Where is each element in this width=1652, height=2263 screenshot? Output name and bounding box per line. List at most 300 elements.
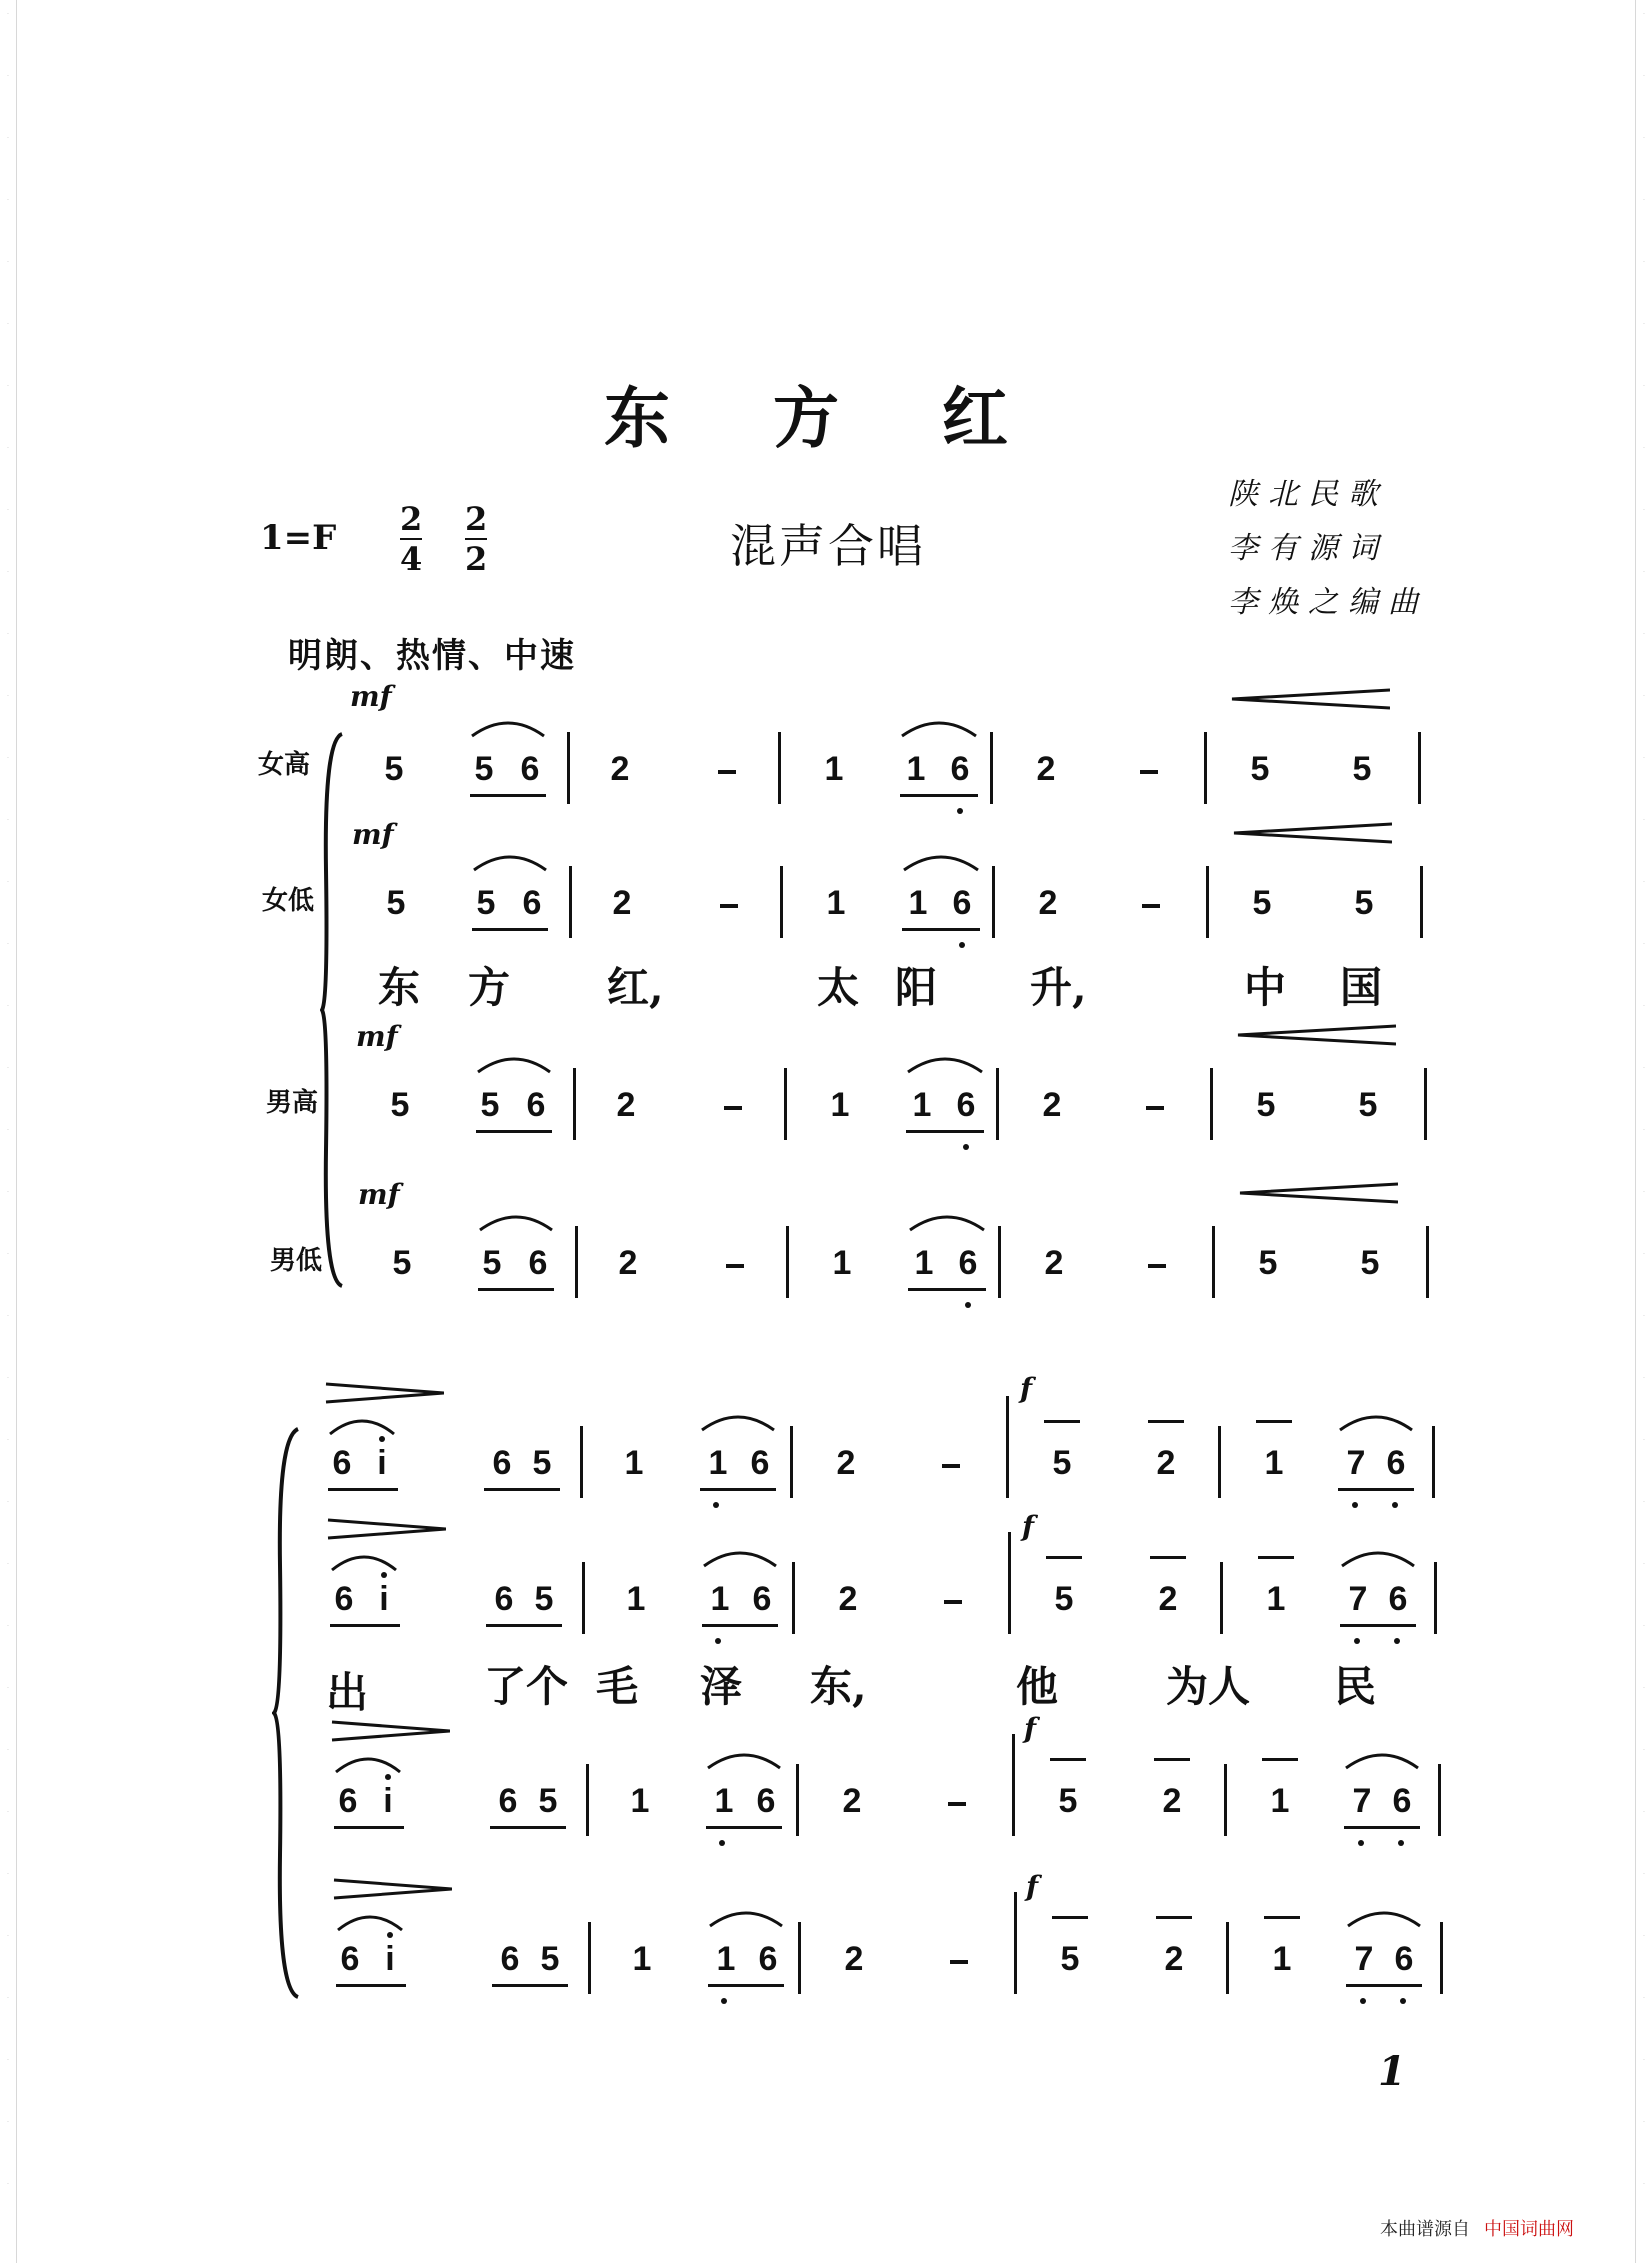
tempo-marking: 明朗、热情、中速	[288, 636, 576, 676]
underline	[478, 1288, 554, 1291]
underline	[476, 1130, 552, 1133]
note: 1	[906, 750, 926, 788]
overline	[1044, 1420, 1080, 1423]
dynamic-mf-3: mf	[356, 1020, 398, 1053]
watermark-glyph: ·	[6, 1622, 10, 1630]
watermark-glyph: ·	[1642, 754, 1646, 762]
note: 5	[538, 1782, 558, 1820]
watermark-glyph: ·	[6, 1994, 10, 2002]
watermark-glyph: ·	[1642, 1994, 1646, 2002]
watermark-glyph: ·	[6, 1312, 10, 1320]
watermark-glyph: ·	[1642, 1560, 1646, 1568]
barline	[780, 866, 783, 938]
low-dot	[959, 942, 965, 948]
note: 2	[1042, 1086, 1062, 1124]
barline	[1204, 732, 1207, 804]
note: 5	[476, 884, 496, 922]
low-dot	[1394, 1638, 1400, 1644]
note: 1	[710, 1580, 730, 1618]
underline	[708, 1984, 784, 1987]
watermark-glyph: ·	[1642, 1250, 1646, 1258]
watermark-glyph: ·	[1642, 506, 1646, 514]
note: 5	[532, 1444, 552, 1482]
dash	[1140, 770, 1158, 774]
barline	[1438, 1764, 1441, 1836]
watermark-glyph: ·	[6, 1250, 10, 1258]
time-signature-1: 2 4	[400, 500, 423, 578]
dash	[1148, 1264, 1166, 1268]
watermark-glyph: ·	[1642, 1746, 1646, 1754]
note: 1	[624, 1444, 644, 1482]
watermark-glyph: ·	[1642, 320, 1646, 328]
crescendo-hairpin	[1232, 822, 1392, 844]
note: 5	[1252, 884, 1272, 922]
note: 1	[1266, 1580, 1286, 1618]
song-title: 东 方 红	[604, 379, 1048, 457]
voice-label-alto: 女低	[262, 886, 315, 916]
barline	[992, 866, 995, 938]
overline	[1150, 1556, 1186, 1559]
watermark-glyph: ·	[1642, 1870, 1646, 1878]
lyric-1-6: 升,	[1030, 963, 1087, 1012]
note: 1	[914, 1244, 934, 1282]
note: 6	[338, 1782, 358, 1820]
slur	[902, 850, 980, 872]
note: 2	[1164, 1940, 1184, 1978]
dash	[718, 770, 736, 774]
note: 2	[1036, 750, 1056, 788]
slur	[1340, 1546, 1416, 1568]
watermark-glyph: ·	[6, 568, 10, 576]
slur	[472, 850, 548, 872]
overline	[1262, 1758, 1298, 1761]
lyric-1-5: 阳	[895, 963, 938, 1012]
high-dot	[379, 1436, 385, 1442]
watermark-glyph: ·	[1642, 816, 1646, 824]
dynamic-f-4: f	[1026, 1870, 1039, 1903]
note: 2	[838, 1580, 858, 1618]
note: 6	[1388, 1580, 1408, 1618]
underline	[490, 1826, 566, 1829]
barline	[567, 732, 570, 804]
underline	[906, 1130, 984, 1133]
barline	[1432, 1426, 1435, 1498]
watermark-glyph: ·	[1642, 1498, 1646, 1506]
note: 6	[500, 1940, 520, 1978]
low-dot	[1354, 1638, 1360, 1644]
high-dot	[381, 1572, 387, 1578]
decrescendo-hairpin	[332, 1878, 452, 1900]
voice-label-bass: 男低	[270, 1246, 323, 1276]
underline	[328, 1488, 398, 1491]
note: i	[377, 1444, 387, 1482]
low-dot	[963, 1144, 969, 1150]
note: 6	[522, 884, 542, 922]
note: 1	[632, 1940, 652, 1978]
barline	[1006, 1396, 1009, 1498]
underline	[702, 1624, 778, 1627]
system-1-brace	[320, 730, 350, 1290]
barline	[990, 732, 993, 804]
note: 5	[384, 750, 404, 788]
barline	[1220, 1562, 1223, 1634]
watermark-glyph: ·	[1642, 2180, 1646, 2188]
watermark-glyph: ·	[6, 878, 10, 886]
barline	[586, 1764, 589, 1836]
lyric-1-4: 太	[817, 963, 860, 1012]
underline	[334, 1826, 404, 1829]
note: 6	[528, 1244, 548, 1282]
watermark-glyph: ·	[6, 1188, 10, 1196]
watermark-glyph: ·	[1642, 1622, 1646, 1630]
watermark-glyph: ·	[6, 1374, 10, 1382]
crescendo-hairpin	[1230, 688, 1390, 710]
underline	[336, 1984, 406, 1987]
underline	[900, 794, 978, 797]
note: 1	[626, 1580, 646, 1618]
barline	[1440, 1922, 1443, 1994]
watermark-glyph: ·	[6, 506, 10, 514]
low-dot	[1360, 1998, 1366, 2004]
note: 2	[1156, 1444, 1176, 1482]
barline	[790, 1426, 793, 1498]
note: 1	[908, 884, 928, 922]
note: 6	[520, 750, 540, 788]
low-dot	[1358, 1840, 1364, 1846]
underline	[330, 1624, 400, 1627]
low-dot	[957, 808, 963, 814]
decrescendo-hairpin	[330, 1720, 450, 1742]
barline	[582, 1562, 585, 1634]
watermark-glyph: ·	[6, 2118, 10, 2126]
barline	[786, 1226, 789, 1298]
overline	[1264, 1916, 1300, 1919]
lyric-2-3: 毛	[596, 1662, 639, 1711]
note: 1	[630, 1782, 650, 1820]
low-dot	[1398, 1840, 1404, 1846]
high-dot	[387, 1932, 393, 1938]
slur	[328, 1414, 396, 1436]
slur	[906, 1052, 984, 1074]
lyric-2-6: 他	[1016, 1662, 1059, 1711]
note: 6	[758, 1940, 778, 1978]
note: 5	[1258, 1244, 1278, 1282]
note: 2	[844, 1940, 864, 1978]
note: 5	[1052, 1444, 1072, 1482]
note: 2	[616, 1086, 636, 1124]
dash	[948, 1802, 966, 1806]
watermark-glyph: ·	[1642, 382, 1646, 390]
watermark-glyph: ·	[1642, 1374, 1646, 1382]
slur	[708, 1906, 784, 1928]
overline	[1050, 1758, 1086, 1761]
watermark-glyph: ·	[1642, 72, 1646, 80]
slur	[470, 716, 546, 738]
footer	[1380, 2215, 1574, 2241]
barline	[1424, 1068, 1427, 1140]
voice-label-tenor: 男高	[266, 1088, 319, 1118]
note: 7	[1354, 1940, 1374, 1978]
overline	[1148, 1420, 1184, 1423]
barline	[778, 732, 781, 804]
underline	[908, 1288, 986, 1291]
note: 6	[340, 1940, 360, 1978]
dash	[950, 1960, 968, 1964]
low-dot	[965, 1302, 971, 1308]
crescendo-hairpin	[1236, 1024, 1396, 1046]
note: 6	[750, 1444, 770, 1482]
note: 1	[912, 1086, 932, 1124]
note: 5	[534, 1580, 554, 1618]
underline	[902, 928, 980, 931]
watermark-glyph: ·	[1642, 692, 1646, 700]
watermark-glyph: ·	[6, 1064, 10, 1072]
dash	[1146, 1106, 1164, 1110]
footer-site-link[interactable]: 中国词曲网	[1484, 2219, 1574, 2240]
decrescendo-hairpin	[324, 1382, 444, 1404]
low-dot	[713, 1502, 719, 1508]
watermark-glyph: ·	[1642, 1932, 1646, 1940]
underline	[472, 928, 548, 931]
barline	[1212, 1226, 1215, 1298]
note: 2	[1162, 1782, 1182, 1820]
lyric-2-1: 出	[326, 1668, 369, 1717]
watermark-glyph: ·	[6, 10, 10, 18]
overline	[1052, 1916, 1088, 1919]
barline	[998, 1226, 1001, 1298]
barline	[1012, 1734, 1015, 1836]
subtitle: 混声合唱	[730, 519, 926, 573]
watermark-glyph: ·	[1642, 2118, 1646, 2126]
note: 6	[334, 1580, 354, 1618]
note: i	[379, 1580, 389, 1618]
underline	[1338, 1488, 1414, 1491]
lyric-1-2: 方	[468, 963, 511, 1012]
note: 6	[950, 750, 970, 788]
lyric-1-8: 国	[1340, 963, 1383, 1012]
note: 6	[332, 1444, 352, 1482]
left-margin-strip	[0, 0, 17, 2263]
lyric-2-4: 泽	[700, 1662, 743, 1711]
barline	[588, 1922, 591, 1994]
note: 7	[1348, 1580, 1368, 1618]
watermark-glyph: ·	[1642, 878, 1646, 886]
key-signature: 1=F	[260, 518, 337, 558]
watermark-glyph: ·	[1642, 1188, 1646, 1196]
barline	[1008, 1532, 1011, 1634]
overline	[1154, 1758, 1190, 1761]
dash	[724, 1106, 742, 1110]
note: 5	[1360, 1244, 1380, 1282]
watermark-glyph: ·	[1642, 258, 1646, 266]
note: i	[383, 1782, 393, 1820]
watermark-glyph: ·	[1642, 568, 1646, 576]
watermark-glyph: ·	[6, 1498, 10, 1506]
slur	[706, 1748, 782, 1770]
barline	[575, 1226, 578, 1298]
watermark-glyph: ·	[6, 754, 10, 762]
dynamic-mf-1: mf	[350, 680, 392, 713]
watermark-glyph: ·	[6, 258, 10, 266]
lyric-2-5: 东,	[810, 1662, 867, 1711]
watermark-glyph: ·	[1642, 444, 1646, 452]
underline	[1346, 1984, 1422, 1987]
decrescendo-hairpin	[326, 1518, 446, 1540]
low-dot	[715, 1638, 721, 1644]
barline	[996, 1068, 999, 1140]
underline	[486, 1624, 562, 1627]
barline	[1434, 1562, 1437, 1634]
underline	[1340, 1624, 1416, 1627]
watermark-glyph: ·	[1642, 940, 1646, 948]
dynamic-f-3: f	[1024, 1712, 1037, 1745]
note: 1	[1272, 1940, 1292, 1978]
note: 6	[494, 1580, 514, 1618]
note: 5	[540, 1940, 560, 1978]
overline	[1156, 1916, 1192, 1919]
note: 6	[956, 1086, 976, 1124]
slur	[478, 1210, 554, 1232]
watermark-glyph: ·	[6, 1746, 10, 1754]
watermark-glyph: ·	[6, 2056, 10, 2064]
watermark-glyph: ·	[6, 1002, 10, 1010]
watermark-glyph: ·	[6, 1870, 10, 1878]
lyric-1-3: 红,	[607, 963, 664, 1012]
note: i	[385, 1940, 395, 1978]
note: 6	[958, 1244, 978, 1282]
note: 1	[1270, 1782, 1290, 1820]
slur	[900, 716, 978, 738]
watermark-glyph: ·	[1642, 630, 1646, 638]
note: 5	[474, 750, 494, 788]
note: 1	[824, 750, 844, 788]
barline	[569, 866, 572, 938]
dash	[726, 1264, 744, 1268]
note: 5	[480, 1086, 500, 1124]
note: 1	[1264, 1444, 1284, 1482]
note: 5	[1054, 1580, 1074, 1618]
slur	[702, 1546, 778, 1568]
underline	[470, 794, 546, 797]
low-dot	[1392, 1502, 1398, 1508]
note: 6	[756, 1782, 776, 1820]
note: 1	[714, 1782, 734, 1820]
underline	[700, 1488, 776, 1491]
note: 2	[612, 884, 632, 922]
note: 2	[618, 1244, 638, 1282]
watermark-glyph: ·	[1642, 1126, 1646, 1134]
crescendo-hairpin	[1238, 1182, 1398, 1204]
watermark-glyph: ·	[6, 320, 10, 328]
slur	[700, 1410, 776, 1432]
credit-arranger: 李焕之编曲	[1228, 585, 1428, 620]
note: 1	[826, 884, 846, 922]
underline	[492, 1984, 568, 1987]
barline	[1418, 732, 1421, 804]
watermark-glyph: ·	[6, 2180, 10, 2188]
slur	[1346, 1906, 1422, 1928]
note: 2	[1038, 884, 1058, 922]
dynamic-f-1: f	[1020, 1372, 1033, 1405]
barline	[1206, 866, 1209, 938]
watermark-glyph: ·	[1642, 1808, 1646, 1816]
lyric-2-2: 了个	[484, 1662, 569, 1711]
page-number: 1	[1378, 2048, 1406, 2095]
low-dot	[1352, 1502, 1358, 1508]
watermark-glyph: ·	[6, 72, 10, 80]
barline	[1426, 1226, 1429, 1298]
system-2-brace	[272, 1425, 306, 2000]
note: 5	[386, 884, 406, 922]
barline	[1218, 1426, 1221, 1498]
watermark-glyph: ·	[1642, 1064, 1646, 1072]
note: 6	[1386, 1444, 1406, 1482]
note: 2	[836, 1444, 856, 1482]
watermark-glyph: ·	[6, 1808, 10, 1816]
note: 1	[830, 1086, 850, 1124]
barline	[1014, 1892, 1017, 1994]
note: 6	[498, 1782, 518, 1820]
underline	[484, 1488, 560, 1491]
barline	[798, 1922, 801, 1994]
note: 5	[390, 1086, 410, 1124]
overline	[1258, 1556, 1294, 1559]
barline	[796, 1764, 799, 1836]
watermark-glyph: ·	[1642, 10, 1646, 18]
slur	[336, 1910, 404, 1932]
note: 1	[708, 1444, 728, 1482]
slur	[334, 1752, 402, 1774]
barline	[784, 1068, 787, 1140]
note: 6	[1392, 1782, 1412, 1820]
note: 2	[842, 1782, 862, 1820]
note: 6	[752, 1580, 772, 1618]
lyric-2-7: 为人	[1166, 1662, 1251, 1711]
dash	[1142, 904, 1160, 908]
low-dot	[1400, 1998, 1406, 2004]
watermark-glyph: ·	[6, 1932, 10, 1940]
slur	[908, 1210, 986, 1232]
lyric-1-1: 东	[378, 963, 421, 1012]
voice-label-soprano: 女高	[258, 750, 311, 780]
note: 5	[1352, 750, 1372, 788]
watermark-glyph: ·	[6, 630, 10, 638]
barline	[1210, 1068, 1213, 1140]
note: 1	[716, 1940, 736, 1978]
watermark-glyph: ·	[6, 692, 10, 700]
barline	[573, 1068, 576, 1140]
high-dot	[385, 1774, 391, 1780]
dash	[944, 1600, 962, 1604]
note: 6	[1394, 1940, 1414, 1978]
low-dot	[721, 1998, 727, 2004]
slur	[1338, 1410, 1414, 1432]
watermark-glyph: ·	[1642, 196, 1646, 204]
watermark-glyph: ·	[6, 444, 10, 452]
barline	[1224, 1764, 1227, 1836]
note: 7	[1346, 1444, 1366, 1482]
note: 2	[610, 750, 630, 788]
time-signature-2: 2 2	[465, 500, 488, 578]
credit-lyricist: 李有源词	[1228, 531, 1388, 566]
watermark-glyph: ·	[6, 134, 10, 142]
dynamic-mf-2: mf	[352, 818, 394, 851]
watermark-glyph: ·	[6, 382, 10, 390]
lyric-2-8: 民	[1334, 1662, 1377, 1711]
dash	[720, 904, 738, 908]
barline	[1420, 866, 1423, 938]
note: 6	[952, 884, 972, 922]
